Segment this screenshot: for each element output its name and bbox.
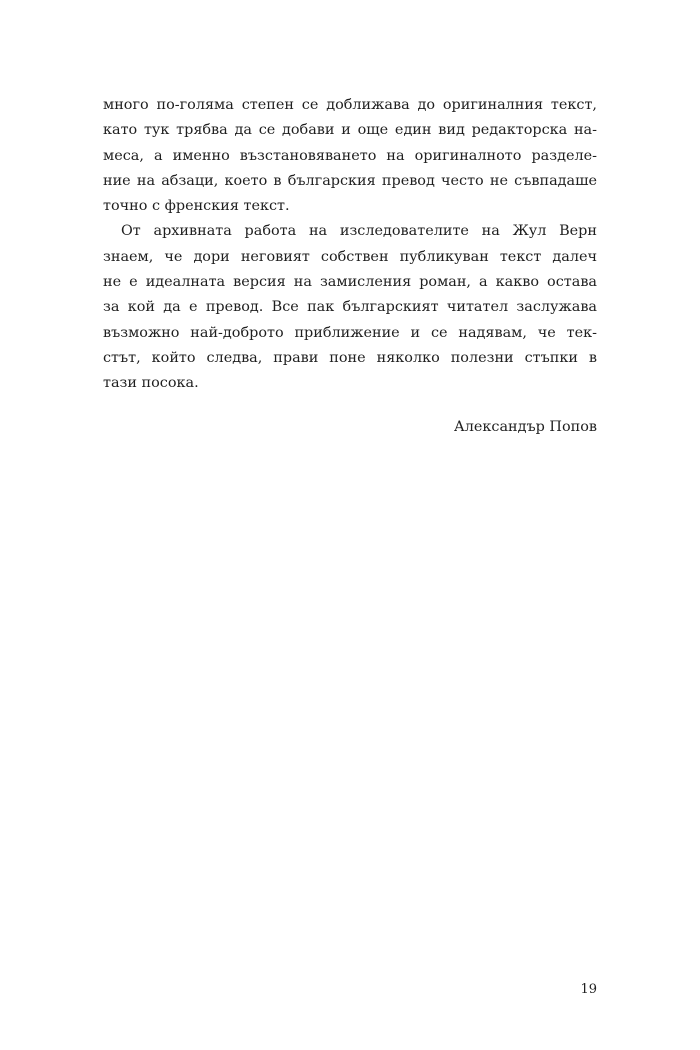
paragraph-2 [103, 219, 597, 396]
body-text [103, 93, 597, 397]
text-line: тази посока. [103, 375, 199, 392]
paragraph-1 [103, 93, 597, 219]
text-line: точно с френския текст. [103, 198, 290, 215]
text-line: като тук трябва да се добави и още един вид редакторска на- [103, 122, 597, 139]
text-line: не е идеалната версия на замисления роман, а какво остава [103, 274, 597, 291]
page-number: 19 [580, 982, 597, 997]
text-line: стът, който следва, прави поне няколко полезни стъпки в [103, 349, 597, 366]
text-line: знаем, че дори неговият собствен публикуван текст далеч [103, 248, 597, 265]
text-line: меса, а именно възстановяването на оригиналното разделе- [103, 147, 597, 164]
author-signature: Александър Попов [453, 419, 597, 435]
text-line: много по-голяма степен се доближава до оригиналния текст, [103, 97, 597, 113]
text-line: ние на абзаци, което в българския превод често не съвпадаше [103, 172, 597, 189]
text-line: От архивната работа на изследователите на Жул Верн [121, 223, 597, 240]
text-line: възможно най-доброто приближение и се надявам, че тек- [103, 324, 597, 341]
text-line: за кой да е превод. Все пак българският читател заслужава [103, 299, 597, 316]
